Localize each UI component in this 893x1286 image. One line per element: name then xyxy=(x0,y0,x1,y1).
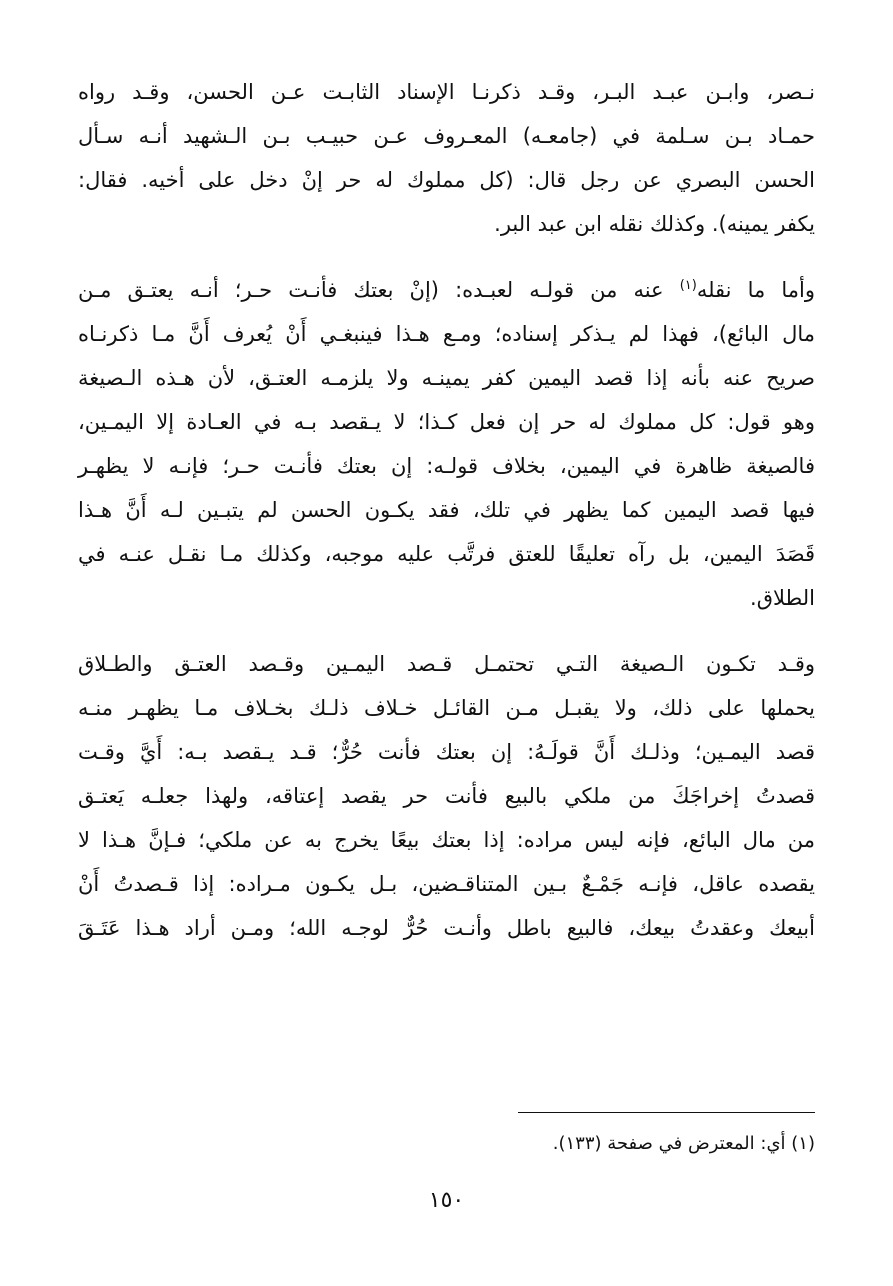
text-line: الطلاق. xyxy=(750,586,815,610)
text-line: وقـد تكـون الـصيغة التـي تحتمـل قـصد اليمـين وقـصد العتـق والطـلاق xyxy=(78,652,815,676)
text-line: أبيعك وعقدتُ بيعك، فالبيع باطل وأنـت حُرٌّ لوجـه الله؛ ومـن أراد هـذا عَتَـقَ xyxy=(78,916,815,940)
text-line: فيها قصد اليمين كما يظهر في تلك، فقد يكـون الحسن لم يتبـين لـه أَنَّ هـذا xyxy=(78,498,815,522)
text-line: قَصَدَ اليمين، بل رآه تعليقًا للعتق فرتَّب عليه موجبه، وكذلك مـا نقـل عنـه في xyxy=(78,542,815,566)
text-segment: وأما ما نقله xyxy=(696,278,815,302)
text-line: الحسن البصري عن رجل قال: (كل مملوك له حر إنْ دخل على أخيه. فقال: xyxy=(78,168,815,192)
text-line: يحملها على ذلك، ولا يقبـل مـن القائـل خـلاف ذلـك بخـلاف مـا يظهـر منـه xyxy=(78,696,815,720)
text-segment: عنه من قولـه لعبـده: (إنْ بعتك فأنـت حـر؛ أنـه يعتـق مـن xyxy=(78,278,680,302)
text-line-with-footnote-ref xyxy=(78,268,815,312)
text-line: يكفر يمينه). وكذلك نقله ابن عبد البر. xyxy=(494,212,815,236)
text-line: من مال البائع، فإنه ليس مراده: إذا بعتك بيعًا يخرج به عن ملكي؛ فـإنَّ هـذا لا xyxy=(78,828,815,852)
text-line: قصد اليمـين؛ وذلـك أَنَّ قولَـهُ: إن بعتك فأنت حُرٌّ؛ قـد يـقصد بـه: أَيَّ وقـت xyxy=(78,740,815,764)
paragraph-1 xyxy=(78,70,815,246)
text-line: مال البائع)، فهذا لم يـذكر إسناده؛ ومـع هـذا فينبغـي أَنْ يُعرف أَنَّ مـا ذكرنـاه xyxy=(78,322,815,346)
paragraph-2 xyxy=(78,268,815,620)
text-line: حمـاد بـن سـلمة في (جامعـه) المعـروف عـن حبيـب بـن الـشهيد أنـه سـأل xyxy=(78,124,815,148)
page-body xyxy=(78,70,815,972)
footnote-separator xyxy=(518,1112,815,1113)
text-line: يقصده عاقل، فإنـه جَمْـعٌ بـين المتناقـضين، بـل يكـون مـراده: إذا قـصدتُ أَنْ xyxy=(78,872,815,896)
text-line: فالصيغة ظاهرة في اليمين، بخلاف قولـه: إن بعتك فأنـت حـر؛ فإنـه لا يظهـر xyxy=(78,454,815,478)
paragraph-3 xyxy=(78,642,815,950)
text-line: وهو قول: كل مملوك له حر إن فعل كـذا؛ لا يـقصد بـه في العـادة إلا اليمـين، xyxy=(78,410,815,434)
footnote: (١) أي: المعترض في صفحة (١٣٣). xyxy=(552,1133,815,1154)
text-line: قصدتُ إخراجَكَ من ملكي بالبيع فأنت حر يقصد إعتاقه، ولهذا جعلـه يَعتـق xyxy=(78,784,815,808)
text-line: نـصر، وابـن عبـد البـر، وقـد ذكرنـا الإسناد الثابـت عـن الحسن، وقـد رواه xyxy=(78,80,815,104)
footnote-reference[interactable]: (١) xyxy=(679,278,697,293)
page-number: ١٥٠ xyxy=(428,1188,465,1213)
text-line: صريح عنه بأنه إذا قصد اليمين كفر يمينـه ولا يلزمـه العتـق، لأن هـذه الـصيغة xyxy=(78,366,815,390)
